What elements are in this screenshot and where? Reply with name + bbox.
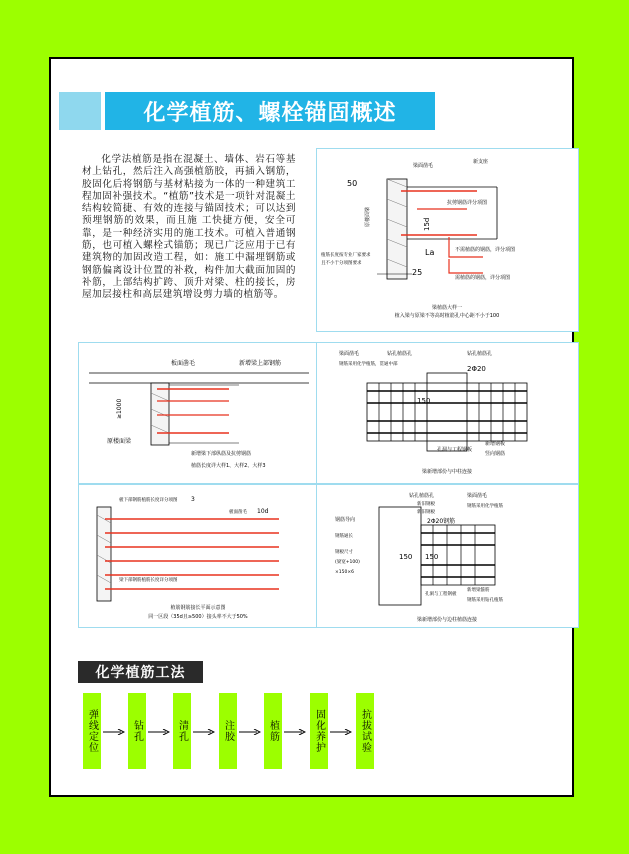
d3-label-3: 钢筋采用化学植筋，贯通中部 xyxy=(339,362,398,367)
d1-label-2: 抗剪钢筋详分项图 xyxy=(447,200,488,206)
diagram-5-drawing xyxy=(317,485,578,627)
process-step-6: 固化养护 xyxy=(310,693,328,769)
diagram-rebar-splice xyxy=(78,484,318,628)
d2-label-0: 板面凿毛 xyxy=(171,360,196,367)
process-step-3: 清孔 xyxy=(173,693,191,769)
arrow-icon xyxy=(103,729,125,735)
d5-label-7: 2Φ20钢筋 xyxy=(427,518,456,525)
d5-label-2: 钢筋导向 xyxy=(335,517,356,523)
d4-label-0: 板下部钢筋植筋长度详分项图 xyxy=(119,498,178,503)
arrow-icon xyxy=(284,729,306,735)
d5-caption: 梁新增部份与边柱植筋连接 xyxy=(416,617,478,623)
d4-dim-0: 10d xyxy=(257,508,269,515)
arrow-icon xyxy=(239,729,261,735)
d2-label-2: 原楼面梁 xyxy=(107,438,132,445)
process-section-title: 化学植筋工法 xyxy=(78,661,203,683)
title-bar xyxy=(105,92,435,130)
diagram-1-drawing xyxy=(317,149,578,331)
diagram-4-drawing xyxy=(79,485,317,627)
d1-label-3: 原楼面梁 xyxy=(365,206,371,227)
d5-label-4: 新旧钢板 xyxy=(417,510,435,515)
d3-dim-0: 150 xyxy=(417,397,431,405)
d5-dim-1: 150 xyxy=(425,553,439,561)
title-accent-block xyxy=(59,92,101,130)
process-step-5: 植筋 xyxy=(264,693,282,769)
d4-label-2: 梁下部钢筋植筋长度详分项图 xyxy=(119,578,178,583)
d5-label-6: 钢筋通长 xyxy=(335,534,353,539)
d4-label-1: 板面凿毛 xyxy=(229,510,247,515)
process-step-2: 钻孔 xyxy=(128,693,146,769)
d1-dim-3: 25 xyxy=(412,268,423,277)
d5-label-12: 新增梁箍筋 xyxy=(467,588,490,593)
process-step-4: 注胶 xyxy=(219,693,237,769)
d3-label-4: 2Φ20 xyxy=(467,365,486,373)
d5-label-0: 钻孔植筋孔 xyxy=(409,493,435,499)
d3-label-5: 竖向钢筋 xyxy=(485,451,506,457)
diagram-edge-column xyxy=(316,484,579,628)
diagram-beam-detail-2 xyxy=(78,342,318,484)
d5-label-3: 新旧钢板 xyxy=(417,502,435,507)
d5-label-5: 钢筋采用化学植筋 xyxy=(467,504,503,509)
d4-dim-1: 3 xyxy=(191,496,195,503)
d1-label-4: 植筋长度按专业厂家要求 xyxy=(321,253,371,258)
d2-label-1: 新增梁上部钢筋 xyxy=(239,360,282,367)
diagram-middle-column xyxy=(316,342,579,484)
diagram-3-drawing xyxy=(317,343,578,483)
diagram-beam-detail-1 xyxy=(316,148,579,332)
d1-label-1: 新支座 xyxy=(473,159,489,165)
d4-caption-1: 植筋钢筋接长平面示意图 xyxy=(170,605,226,611)
d1-caption-1: 梁植筋大样一 xyxy=(431,305,463,311)
d1-dim-1: 15d xyxy=(423,217,431,231)
d1-caption-2: 植入梁与原梁不等高时植筋孔中心距不小于100 xyxy=(394,313,500,319)
d1-label-6: 不需植筋的钢筋，详分项图 xyxy=(455,247,516,253)
d3-label-0: 梁面凿毛 xyxy=(339,351,360,357)
d3-caption: 梁新增部份与中柱连接 xyxy=(421,469,473,475)
d1-label-7: 需植筋的钢筋，详分项图 xyxy=(455,275,511,281)
intro-paragraph: 化学法植筋是指在混凝土、墙体、岩石等基材上钻孔，然后注入高强植筋胶，再插入钢筋，胶固化后将钢筋与基材粘接为一体的一种建筑工程加固补强技术。“植筋”技术是一项针对混凝土结构较简捷、有效的连接与锚固技术；可以达到预埋钢筋的效果，而且施 工快捷方便，安全可靠，是一种经济实用的施工技术。可植入普通钢筋，也可植入螺栓式锚筋；现已广泛应用于已有建筑物的加固改造工程，如：施工中漏埋钢筋或钢筋偏离设计位置的补救，构件加大截面加固的补筋，上部结构扩跨、顶升对梁、柱的接长，房屋加层接柱和高层建筑增设剪力墙的植筋等。 xyxy=(82,154,296,301)
d5-label-10: ×150×6 xyxy=(335,570,354,575)
arrow-icon xyxy=(330,729,352,735)
page-title: 化学植筋、螺栓锚固概述 xyxy=(143,100,397,126)
diagram-2-drawing xyxy=(79,343,317,483)
process-step-1: 弹线定位 xyxy=(83,693,101,769)
d1-dim-2: La xyxy=(425,248,435,257)
arrow-icon xyxy=(193,729,215,735)
d3-label-7: 新增钢板 xyxy=(485,441,506,447)
d3-label-2: 钻孔植筋孔 xyxy=(467,351,493,357)
d3-label-1: 钻孔植筋孔 xyxy=(387,351,413,357)
d5-label-8: 钢板尺寸 xyxy=(335,550,353,555)
arrow-icon xyxy=(148,729,170,735)
d2-dim-0: ≥1000 xyxy=(116,398,123,419)
d2-label-4: 植筋长度详大样1、大样2、大样3 xyxy=(191,463,266,469)
d2-label-3: 新增梁下部纵筋及抗剪钢筋 xyxy=(191,451,252,457)
d5-label-13: 钢筋采用钻孔植筋 xyxy=(467,598,503,603)
d5-dim-0: 150 xyxy=(399,553,413,561)
d5-label-11: 孔洞与工程钢板 xyxy=(425,592,457,597)
d1-label-5: 且不小于分项图要求 xyxy=(321,261,362,266)
process-step-7: 抗拔试验 xyxy=(356,693,374,769)
d5-label-9: (梁宽+100) xyxy=(335,560,360,565)
d3-label-6: 孔洞与工程钢板 xyxy=(437,447,473,453)
d1-dim-0: 50 xyxy=(347,179,358,188)
d1-label-0: 梁面凿毛 xyxy=(413,163,434,169)
d4-caption-2: 同一区段（35d且≥500）接头率不大于50% xyxy=(148,614,248,620)
d5-label-1: 梁面凿毛 xyxy=(467,493,488,499)
